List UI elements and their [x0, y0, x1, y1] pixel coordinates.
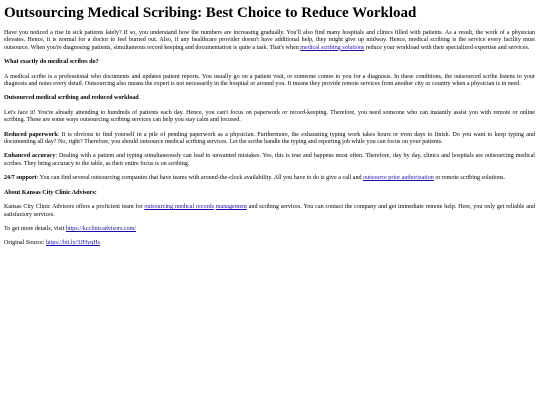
outsource-prior-authorization-link[interactable]: outsource prior authorization — [363, 175, 434, 182]
intro-text-end: reduce your workload with their specialized expertise and services. — [364, 44, 530, 51]
details-paragraph — [4, 226, 535, 233]
website-link[interactable]: https://kcclinicadvisors.com/ — [65, 225, 137, 232]
outsourcing-medical-records-link[interactable]: outsourcing medical records — [144, 204, 214, 211]
details-text: To get more details, visit — [4, 225, 66, 232]
original-source-link[interactable]: https://bit.ly/3JHyqHs — [45, 240, 100, 247]
point-reduced-paperwork — [4, 132, 535, 147]
source-paragraph — [4, 240, 535, 247]
point-text: : It is obvious to find yourself in a pile of pending paperwork as a physician. Furthermore, the exhausting typing work takes hours or even days to finish. Do you want to keep typing and documenting all day? No, right? Therefore, you should outsource medical scribing services. Let the scribe handle the typing and reporting job while you can focus on your patients. — [4, 131, 535, 146]
section-paragraph-reduced-workload: Let's face it! You're already attending to hundreds of patients each day. Hence, you can't focus on paperwork or record-keeping. Therefore, you need someone who can instantly assist you with remote or online scribing. These are some ways outsourcing scribing services can help you stay calm and focused. — [4, 109, 535, 124]
section-heading-reduced-workload: Outsourced medical scribing and reduced workload — [4, 95, 139, 102]
point-label: Reduced paperwork — [4, 131, 58, 138]
about-paragraph — [4, 204, 535, 219]
management-link[interactable]: management — [215, 204, 247, 211]
point-text: : You can find several outsourcing companies that have teams with around-the-clock availability. All you have to do is give a call and — [36, 175, 364, 182]
about-heading: About Kansas City Clinic Advisors: — [4, 189, 97, 196]
medical-scribing-solutions-link[interactable]: medical scribing solutions — [300, 44, 365, 51]
intro-paragraph — [4, 30, 535, 52]
about-text: Kansas City Clinic Advisors offers a proficient team for — [4, 204, 145, 211]
section-heading-what-scribes-do: What exactly do medical scribes do? — [4, 59, 99, 66]
page-title: Outsourcing Medical Scribing: Best Choice to Reduce Workload — [4, 5, 417, 21]
point-label: Enhanced accuracy — [4, 153, 56, 160]
section-paragraph-what-scribes-do: A medical scribe is a professional who documents and updates patient reports. You usually go on a patient visit, or someone comes to you for a diagnosis. In these conditions, the outsourced scribe listens to your diagnosis and notes every detail. Outsourcing also means the expert is not necessarily in the hospital or around you. It means they provide remote services from another city or country when a physician is in need. — [4, 73, 535, 88]
point-support — [4, 175, 535, 182]
intro-text: Have you noticed a rise in sick patients lately? If so, you understand how the numbers are increasing gradually. You'll also find many hospitals and clinics filled with patients. As a result, the work of a physician elevates. Hence, it is normal for a doctor to feel burned out. Also, if any healthcare provider doesn't have additional help, they might give up midway. Hence, medical scribing is the service every facility must outsource. When you're diagnosing patients, simultaneous record keeping and documentation is quite a task. That's when — [4, 30, 535, 51]
about-text-end: and scribing services. You can contact the company and get immediate remote help. Here, you only get reliable and satisfactory services. — [4, 204, 535, 218]
point-label: 24/7 support — [4, 175, 37, 182]
source-text: Original Source: — [4, 240, 46, 247]
point-text: : Dealing with a patient and typing simultaneously can lead to unwanted mistakes. Yes, this is true and happens most often. Therefore, day by day, clinics and hospitals are outsourcing medical scribes. They bring accuracy to the table, as their entire focus is on scribing. — [4, 153, 535, 167]
point-text-end: or remote scribing solutions. — [433, 175, 506, 182]
point-enhanced-accuracy — [4, 153, 535, 168]
